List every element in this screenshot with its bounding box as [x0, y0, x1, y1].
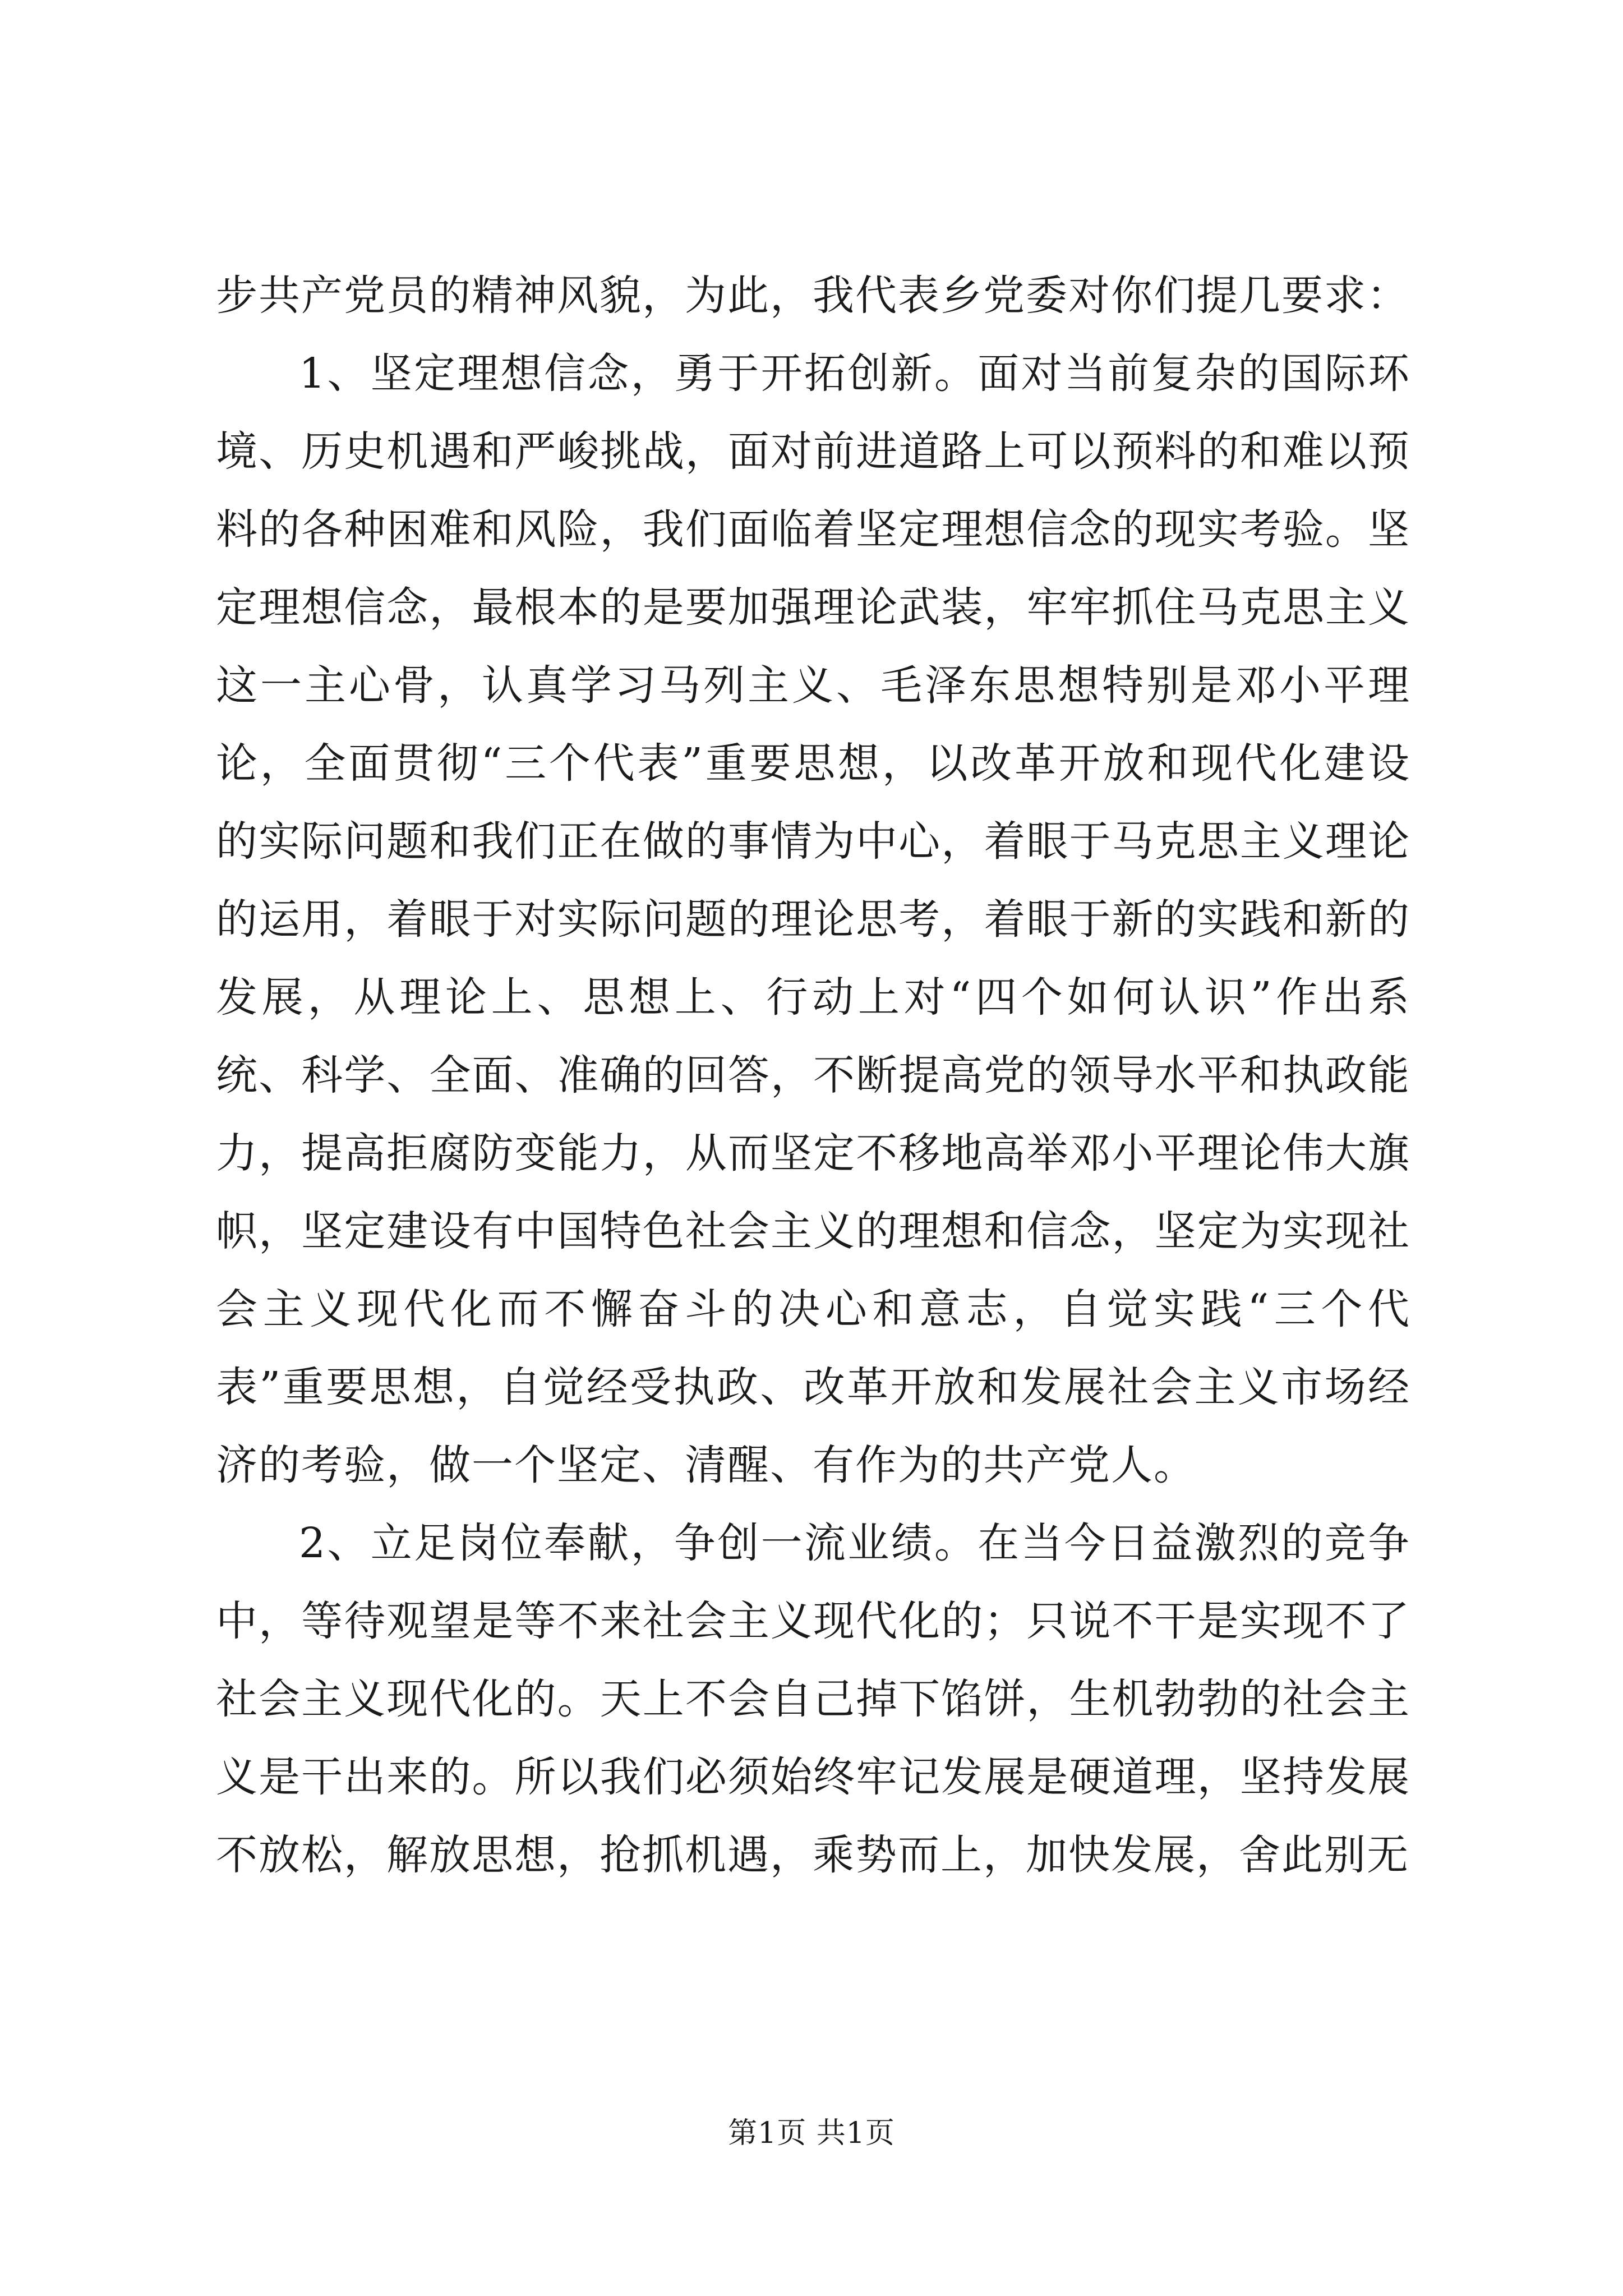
- paragraph-item-1: 1、坚定理想信念，勇于开拓创新。面对当前复杂的国际环境、历史机遇和严峻挑战，面对前进道路上可以预料的和难以预料的各种困难和风险，我们面临着坚定理想信念的现实考验。坚定理想信念，最根本的是要加强理论武装，牢牢抓住马克思主义这一主心骨，认真学习马列主义、毛泽东思想特别是邓小平理论，全面贯彻“三个代表”重要思想，以改革开放和现代化建设的实际问题和我们正在做的事情为中心，着眼于马克思主义理论的运用，着眼于对实际问题的理论思考，着眼于新的实践和新的发展，从理论上、思想上、行动上对“四个如何认识”作出系统、科学、全面、准确的回答，不断提高党的领导水平和执政能力，提高拒腐防变能力，从而坚定不移地高举邓小平理论伟大旗帜，坚定建设有中国特色社会主义的理想和信念，坚定为实现社会主义现代化而不懈奋斗的决心和意志，自觉实践“三个代表”重要思想，自觉经受执政、改革开放和发展社会主义市场经济的考验，做一个坚定、清醒、有作为的共产党人。: [216, 349, 1410, 1489]
- page-number-footer: 第1页 共1页: [728, 2116, 895, 2150]
- paragraph-continuation: 步共产党员的精神风貌，为此，我代表乡党委对你们提几要求：: [216, 272, 1409, 320]
- document-body: [216, 257, 1410, 1894]
- paragraph-item-2: 2、立足岗位奉献，争创一流业绩。在当今日益激烈的竞争中，等待观望是等不来社会主义现代化的；只说不干是实现不了社会主义现代化的。天上不会自己掉下馅饼，生机勃勃的社会主义是干出来的。所以我们必须始终牢记发展是硬道理，坚持发展不放松，解放思想，抢抓机遇，乘势而上，加快发展，舍此别无: [216, 1519, 1410, 1879]
